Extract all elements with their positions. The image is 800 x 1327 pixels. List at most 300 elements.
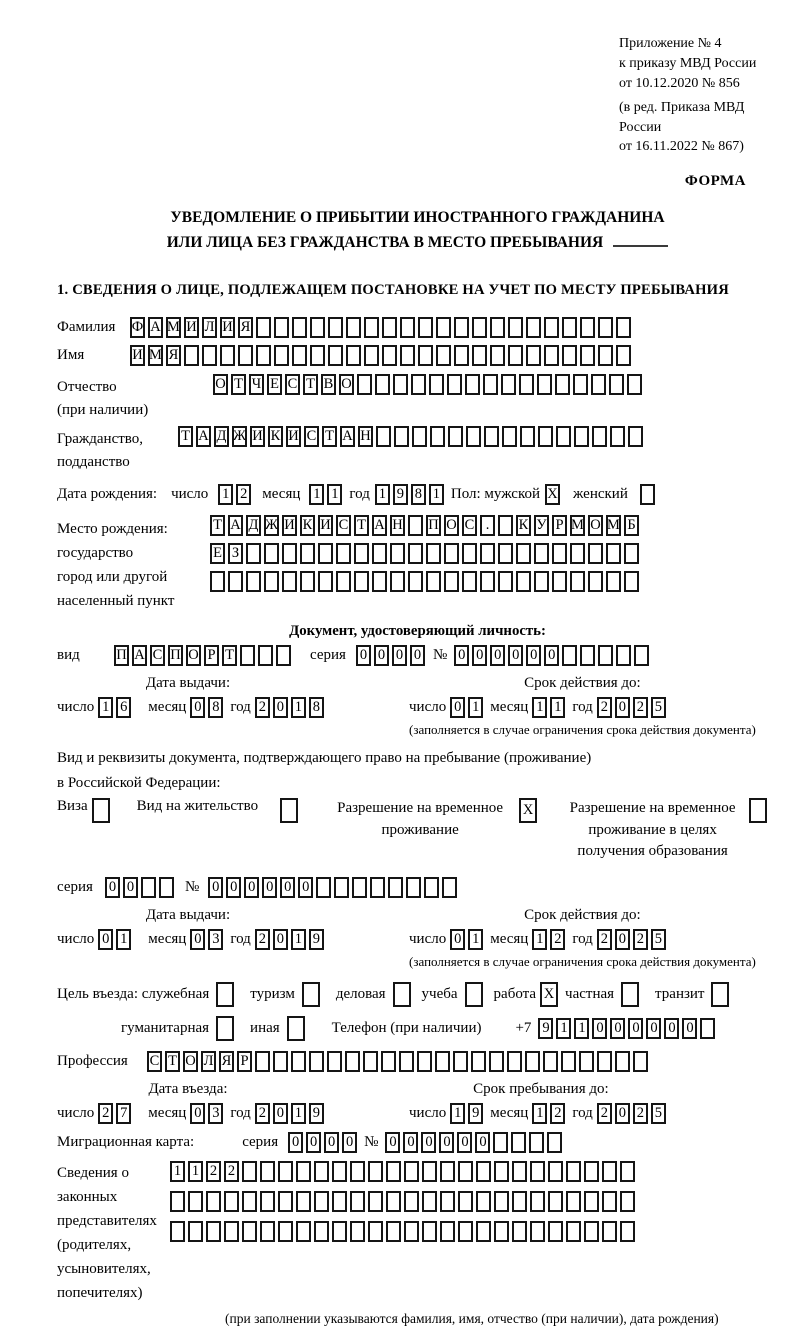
char-cell xyxy=(525,1051,540,1072)
char-cell: 0 xyxy=(190,1103,205,1124)
char-cell xyxy=(584,1161,599,1182)
char-cell xyxy=(543,1051,558,1072)
birthplace-label-line: населенный пункт xyxy=(57,592,175,609)
char-cell: 0 xyxy=(262,877,277,898)
temp-residence-edu-label-line: проживание в целях xyxy=(588,821,717,838)
char-cell: 3 xyxy=(208,1103,223,1124)
res-issue-line xyxy=(57,929,409,950)
char-cell: 2 xyxy=(255,1103,270,1124)
birth-month-cells xyxy=(309,484,345,505)
work-label: работа xyxy=(493,986,537,1003)
char-cell xyxy=(292,317,307,338)
appendix-line: от 16.11.2022 № 867) xyxy=(619,139,744,155)
char-cell xyxy=(336,543,351,564)
char-cell: К xyxy=(300,515,315,536)
char-cell: Т xyxy=(322,426,337,447)
char-cell xyxy=(318,543,333,564)
residence-permit-checkbox xyxy=(280,798,301,823)
char-cell xyxy=(556,426,571,447)
char-cell xyxy=(562,345,577,366)
char-cell xyxy=(435,1051,450,1072)
char-cell: 0 xyxy=(298,877,313,898)
citizenship-label xyxy=(57,426,178,474)
char-cell xyxy=(480,571,495,592)
char-cell: Д xyxy=(214,426,229,447)
residence-permit-label: Вид на жительство xyxy=(136,797,259,814)
char-cell: 0 xyxy=(475,1132,490,1153)
id-expiry-col xyxy=(409,675,756,738)
year-label: год xyxy=(572,698,593,715)
char-cell xyxy=(633,1051,648,1072)
char-cell xyxy=(400,317,415,338)
char-cell xyxy=(476,1221,491,1242)
char-cell xyxy=(574,426,589,447)
char-cell xyxy=(309,1051,324,1072)
char-cell: 1 xyxy=(429,484,444,505)
char-cell xyxy=(388,877,403,898)
migr-number-label: № xyxy=(364,1134,379,1151)
char-cell xyxy=(260,1221,275,1242)
char-cell xyxy=(498,543,513,564)
year-label: год xyxy=(230,931,251,948)
char-cell xyxy=(465,982,483,1007)
issue-date-label: Дата выдачи: xyxy=(145,907,231,924)
entry-day-cells xyxy=(98,1103,134,1124)
char-cell xyxy=(159,877,174,898)
char-cell xyxy=(382,317,397,338)
char-cell: Р xyxy=(237,1051,252,1072)
char-cell xyxy=(584,1191,599,1212)
char-cell xyxy=(489,1051,504,1072)
char-cell xyxy=(498,515,513,536)
char-cell: Е xyxy=(267,374,282,395)
char-cell xyxy=(274,317,289,338)
char-cell: 9 xyxy=(393,484,408,505)
temp-residence-edu-label-line: получения образования xyxy=(577,843,728,860)
char-cell xyxy=(332,1191,347,1212)
char-cell xyxy=(606,543,621,564)
char-cell xyxy=(480,543,495,564)
char-cell xyxy=(240,645,255,666)
char-cell: 0 xyxy=(244,877,259,898)
char-cell: С xyxy=(462,515,477,536)
res-expiry-year-cells xyxy=(597,929,669,950)
char-cell xyxy=(580,345,595,366)
char-cell: 1 xyxy=(550,697,565,718)
char-cell xyxy=(188,1191,203,1212)
section1-title: 1. СВЕДЕНИЯ О ЛИЦЕ, ПОДЛЕЖАЩЕМ ПОСТАНОВКЕ НА УЧЕТ ПО МЕСТУ ПРЕБЫВАНИЯ xyxy=(57,281,729,298)
char-cell xyxy=(418,317,433,338)
char-cell xyxy=(170,1191,185,1212)
char-cell: 1 xyxy=(450,1103,465,1124)
char-cell xyxy=(552,543,567,564)
char-cell: 0 xyxy=(457,1132,472,1153)
char-cell xyxy=(484,426,499,447)
char-cell xyxy=(278,1191,293,1212)
char-cell xyxy=(242,1221,257,1242)
char-cell: 8 xyxy=(411,484,426,505)
char-cell xyxy=(472,345,487,366)
middlename-label-line: Отчество xyxy=(57,378,117,395)
char-cell: И xyxy=(282,515,297,536)
res-expiry-col xyxy=(409,907,756,970)
char-cell: 1 xyxy=(98,697,113,718)
char-cell: П xyxy=(114,645,129,666)
char-cell xyxy=(390,571,405,592)
representatives-label-line: Сведения о xyxy=(57,1165,129,1182)
char-cell xyxy=(291,1051,306,1072)
char-cell: К xyxy=(268,426,283,447)
private-label: частная xyxy=(565,986,615,1003)
char-cell: С xyxy=(150,645,165,666)
temp-residence-label xyxy=(327,798,513,842)
char-cell xyxy=(516,571,531,592)
res-number-label: № xyxy=(184,879,200,896)
char-cell xyxy=(502,426,517,447)
char-cell: 0 xyxy=(421,1132,436,1153)
char-cell: 3 xyxy=(208,929,223,950)
char-cell xyxy=(381,1051,396,1072)
char-cell xyxy=(296,1161,311,1182)
char-cell: Я xyxy=(238,317,253,338)
char-cell: 9 xyxy=(468,1103,483,1124)
char-cell: 1 xyxy=(291,1103,306,1124)
stay-month-cells xyxy=(532,1103,568,1124)
row-lastname xyxy=(57,317,778,338)
char-cell xyxy=(274,345,289,366)
char-cell: 2 xyxy=(255,697,270,718)
char-cell xyxy=(519,374,534,395)
char-cell: Е xyxy=(210,543,225,564)
char-cell xyxy=(264,571,279,592)
year-label: год xyxy=(230,698,251,715)
row-purpose xyxy=(57,982,778,1007)
char-cell xyxy=(390,543,405,564)
char-cell xyxy=(471,1051,486,1072)
birthplace-row3-cells xyxy=(210,571,642,592)
row-purpose2 xyxy=(121,1016,778,1041)
char-cell xyxy=(711,982,729,1007)
char-cell xyxy=(346,317,361,338)
validity-note: (заполняется в случае ограничения срока действия документа) xyxy=(409,954,756,970)
char-cell: Т xyxy=(222,645,237,666)
entry-stay-dates xyxy=(57,1081,778,1124)
purpose-private-checkbox xyxy=(621,982,642,1007)
char-cell: А xyxy=(340,426,355,447)
char-cell xyxy=(382,345,397,366)
char-cell xyxy=(476,1161,491,1182)
appendix-block xyxy=(619,34,778,157)
char-cell: 2 xyxy=(550,1103,565,1124)
res-series-label: серия xyxy=(57,879,93,896)
month-label: месяц xyxy=(148,931,187,948)
char-cell: X xyxy=(540,982,558,1007)
char-cell xyxy=(216,982,234,1007)
char-cell xyxy=(440,1221,455,1242)
res-doc-text-line2: в Российской Федерации: xyxy=(57,774,221,791)
char-cell: 0 xyxy=(226,877,241,898)
char-cell xyxy=(615,1051,630,1072)
char-cell: 0 xyxy=(342,1132,357,1153)
char-cell xyxy=(465,374,480,395)
char-cell xyxy=(368,1221,383,1242)
char-cell: 9 xyxy=(309,929,324,950)
row-birthdate xyxy=(57,484,778,505)
char-cell: 0 xyxy=(592,1018,607,1039)
char-cell: 1 xyxy=(188,1161,203,1182)
id-issue-line xyxy=(57,697,409,718)
char-cell xyxy=(357,374,372,395)
char-cell: 0 xyxy=(646,1018,661,1039)
char-cell xyxy=(408,515,423,536)
char-cell xyxy=(216,1016,234,1041)
day-label: число xyxy=(171,485,209,502)
char-cell xyxy=(282,543,297,564)
char-cell: 1 xyxy=(291,697,306,718)
char-cell: X xyxy=(545,484,560,505)
char-cell xyxy=(598,345,613,366)
char-cell: 0 xyxy=(273,697,288,718)
res-issue-col xyxy=(57,907,409,970)
char-cell: 0 xyxy=(628,1018,643,1039)
char-cell xyxy=(462,571,477,592)
char-cell: 0 xyxy=(190,929,205,950)
char-cell: 0 xyxy=(273,1103,288,1124)
purpose-tourism-checkbox xyxy=(302,982,323,1007)
res-doc-dates xyxy=(57,907,778,970)
row-firstname xyxy=(57,345,778,366)
char-cell xyxy=(620,1161,635,1182)
char-cell xyxy=(534,543,549,564)
char-cell xyxy=(296,1221,311,1242)
char-cell: И xyxy=(130,345,145,366)
char-cell xyxy=(310,317,325,338)
res-number-cells xyxy=(208,877,460,898)
humanitarian-label: гуманитарная xyxy=(121,1020,210,1037)
char-cell: 0 xyxy=(374,645,389,666)
purpose-label: Цель въезда: служебная xyxy=(57,986,210,1003)
char-cell: И xyxy=(318,515,333,536)
year-label: год xyxy=(230,1105,251,1122)
year-label: год xyxy=(572,931,593,948)
migration-card-label: Миграционная карта: xyxy=(57,1134,195,1151)
char-cell: М xyxy=(166,317,181,338)
char-cell xyxy=(494,1161,509,1182)
char-cell: 0 xyxy=(392,645,407,666)
temp-residence-edu-checkbox xyxy=(749,798,770,823)
char-cell: 5 xyxy=(651,1103,666,1124)
char-cell xyxy=(592,426,607,447)
char-cell xyxy=(292,345,307,366)
char-cell xyxy=(260,1191,275,1212)
char-cell: 0 xyxy=(472,645,487,666)
char-cell: 2 xyxy=(206,1161,221,1182)
birth-day-cells xyxy=(218,484,254,505)
migr-number-cells xyxy=(385,1132,565,1153)
char-cell xyxy=(350,1161,365,1182)
char-cell xyxy=(354,543,369,564)
char-cell xyxy=(512,1161,527,1182)
char-cell xyxy=(458,1221,473,1242)
char-cell xyxy=(334,877,349,898)
char-cell: И xyxy=(286,426,301,447)
char-cell xyxy=(606,571,621,592)
char-cell xyxy=(598,317,613,338)
char-cell xyxy=(302,982,320,1007)
char-cell xyxy=(332,1221,347,1242)
char-cell: 2 xyxy=(597,697,612,718)
char-cell xyxy=(246,543,261,564)
char-cell: В xyxy=(321,374,336,395)
representatives-cells-block xyxy=(170,1161,638,1249)
purpose-official-checkbox xyxy=(216,982,237,1007)
char-cell: 2 xyxy=(98,1103,113,1124)
row-migration-card xyxy=(57,1132,778,1153)
char-cell: С xyxy=(304,426,319,447)
char-cell: 0 xyxy=(526,645,541,666)
appendix-line: (в ред. Приказа МВД России xyxy=(619,99,745,135)
char-cell xyxy=(352,877,367,898)
id-expiry-day-cells xyxy=(450,697,486,718)
char-cell xyxy=(404,1161,419,1182)
char-cell: 0 xyxy=(439,1132,454,1153)
id-doc-dates xyxy=(57,675,778,738)
char-cell: Т xyxy=(210,515,225,536)
char-cell: 2 xyxy=(224,1161,239,1182)
char-cell: 9 xyxy=(538,1018,553,1039)
char-cell xyxy=(206,1221,221,1242)
doc-series-cells xyxy=(356,645,428,666)
char-cell: 0 xyxy=(610,1018,625,1039)
char-cell: 0 xyxy=(306,1132,321,1153)
char-cell: . xyxy=(480,515,495,536)
char-cell xyxy=(314,1161,329,1182)
month-label: месяц xyxy=(262,485,301,502)
char-cell xyxy=(640,484,655,505)
tourism-label: туризм xyxy=(250,986,295,1003)
temp-residence-label-line: проживание xyxy=(381,821,459,838)
char-cell xyxy=(426,543,441,564)
char-cell xyxy=(300,543,315,564)
migr-series-cells xyxy=(288,1132,360,1153)
study-label: учеба xyxy=(421,986,458,1003)
char-cell xyxy=(548,1221,563,1242)
char-cell xyxy=(448,426,463,447)
char-cell xyxy=(512,1191,527,1212)
char-cell xyxy=(476,1191,491,1212)
char-cell xyxy=(276,645,291,666)
char-cell xyxy=(447,374,462,395)
char-cell xyxy=(429,374,444,395)
char-cell: 0 xyxy=(98,929,113,950)
row-profession xyxy=(57,1051,778,1072)
sex-male-label: Пол: мужской xyxy=(450,485,541,502)
char-cell xyxy=(310,345,325,366)
char-cell xyxy=(562,645,577,666)
res-expiry-day-cells xyxy=(450,929,486,950)
issue-date-label: Дата выдачи: xyxy=(145,674,231,691)
char-cell xyxy=(408,543,423,564)
month-label: месяц xyxy=(490,698,529,715)
char-cell xyxy=(300,571,315,592)
char-cell: О xyxy=(183,1051,198,1072)
char-cell xyxy=(444,543,459,564)
char-cell: 0 xyxy=(280,877,295,898)
reps-row2-cells xyxy=(170,1191,638,1212)
char-cell xyxy=(184,345,199,366)
char-cell: 1 xyxy=(574,1018,589,1039)
form-title xyxy=(57,206,778,256)
char-cell xyxy=(364,317,379,338)
char-cell xyxy=(282,571,297,592)
char-cell xyxy=(562,317,577,338)
char-cell xyxy=(547,1132,562,1153)
char-cell: 0 xyxy=(454,645,469,666)
month-label: месяц xyxy=(148,1105,187,1122)
char-cell: Л xyxy=(201,1051,216,1072)
reps-row3-cells xyxy=(170,1221,638,1242)
char-cell xyxy=(573,374,588,395)
representatives-label-line: (родителях, xyxy=(57,1237,132,1254)
char-cell xyxy=(529,1132,544,1153)
char-cell xyxy=(220,345,235,366)
char-cell xyxy=(354,571,369,592)
char-cell xyxy=(616,317,631,338)
char-cell xyxy=(170,1221,185,1242)
validity-note: (заполняется в случае ограничения срока действия документа) xyxy=(409,721,756,737)
char-cell: З xyxy=(228,543,243,564)
char-cell: 2 xyxy=(597,1103,612,1124)
stay-day-cells xyxy=(450,1103,486,1124)
day-label: число xyxy=(57,1105,95,1122)
row-id-doc xyxy=(57,645,778,666)
reps-row1-cells xyxy=(170,1161,638,1182)
char-cell: Б xyxy=(624,515,639,536)
char-cell: Н xyxy=(358,426,373,447)
char-cell: 1 xyxy=(556,1018,571,1039)
char-cell xyxy=(436,317,451,338)
stay-until-label: Срок пребывания до: xyxy=(473,1081,609,1098)
row-representatives xyxy=(57,1159,778,1305)
char-cell xyxy=(454,317,469,338)
char-cell xyxy=(242,1161,257,1182)
char-cell xyxy=(264,543,279,564)
sex-female-label: женский xyxy=(573,485,628,502)
char-cell: 0 xyxy=(508,645,523,666)
char-cell xyxy=(458,1161,473,1182)
char-cell: С xyxy=(336,515,351,536)
appendix-line: Приложение № 4 xyxy=(619,36,722,51)
res-expiry-month-cells xyxy=(532,929,568,950)
char-cell xyxy=(210,571,225,592)
char-cell xyxy=(516,543,531,564)
representatives-note: (при заполнении указываются фамилия, имя, отчество (при наличии), дата рождения) xyxy=(225,1311,719,1327)
row-birthplace xyxy=(57,515,778,613)
char-cell: Р xyxy=(204,645,219,666)
id-issue-col xyxy=(57,675,409,738)
char-cell: Ж xyxy=(264,515,279,536)
phone-label: Телефон (при наличии) xyxy=(331,1020,482,1037)
char-cell: 8 xyxy=(309,697,324,718)
char-cell xyxy=(628,426,643,447)
entry-date-col xyxy=(57,1081,409,1124)
citizenship-label-line: Гражданство, xyxy=(57,430,144,447)
char-cell xyxy=(328,317,343,338)
char-cell xyxy=(520,426,535,447)
char-cell: 0 xyxy=(190,697,205,718)
char-cell xyxy=(406,877,421,898)
char-cell xyxy=(534,571,549,592)
